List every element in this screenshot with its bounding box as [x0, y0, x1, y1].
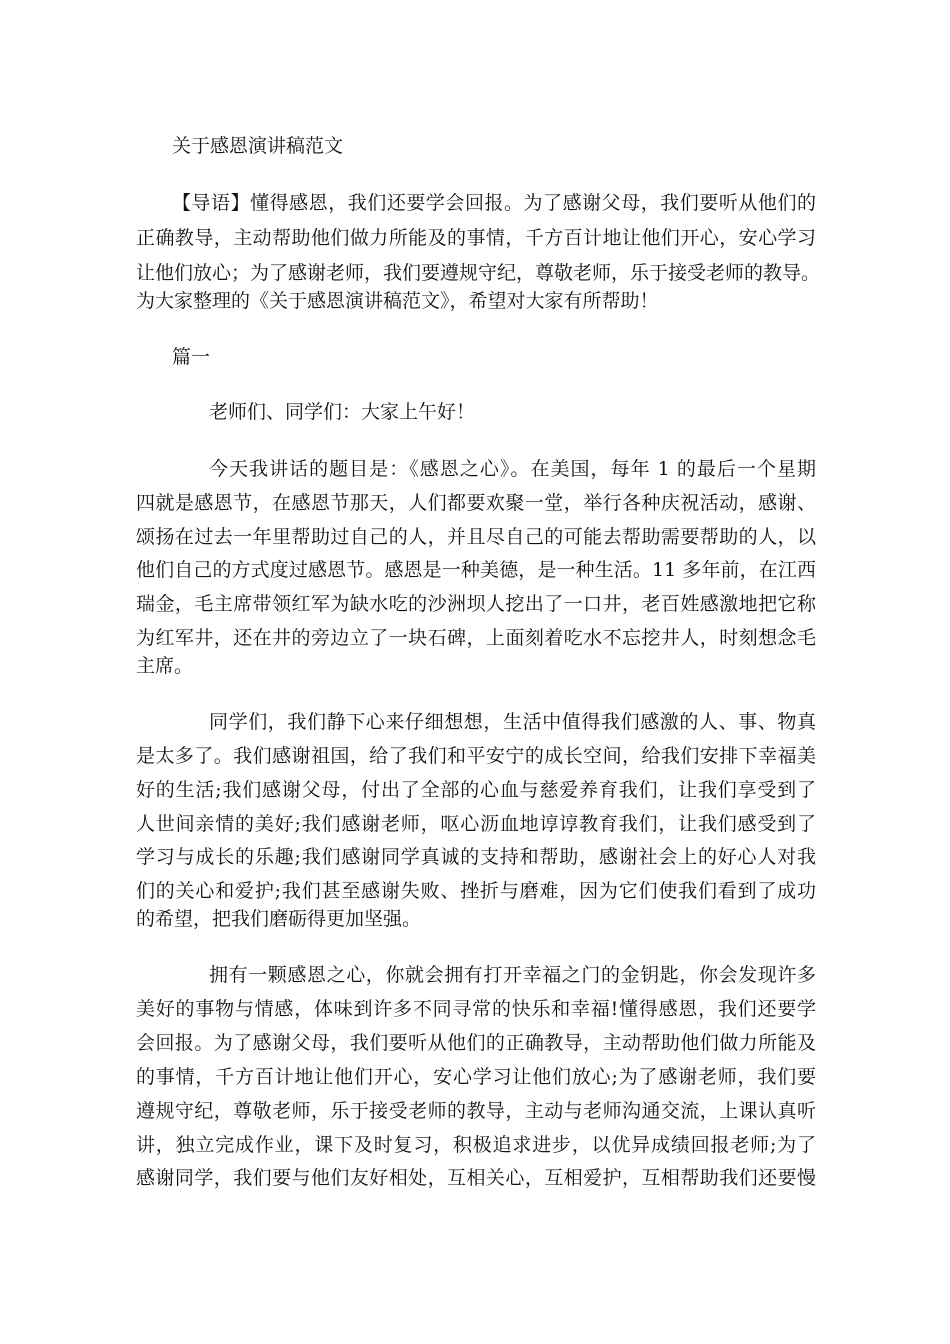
- paragraph-line: 美好的事物与情感，体味到许多不同寻常的快乐和幸福!懂得感恩，我们还要学: [136, 998, 816, 1020]
- greeting: 老师们、同学们：大家上午好！: [209, 401, 476, 423]
- paragraph-line: 为红军井，还在井的旁边立了一块石碑，上面刻着吃水不忘挖井人，时刻想念毛: [136, 627, 816, 649]
- paragraph-line: 遵规守纪，尊敬老师，乐于接受老师的教导，主动与老师沟通交流，上课认真听: [136, 1100, 816, 1122]
- paragraph-line: 拥有一颗感恩之心，你就会拥有打开幸福之门的金钥匙，你会发现许多: [209, 964, 816, 986]
- paragraph-line: 讲，独立完成作业，课下及时复习，积极追求进步，以优异成绩回报老师;为了: [136, 1134, 816, 1156]
- intro-line: 让他们放心；为了感谢老师，我们要遵规守纪，尊敬老师，乐于接受老师的教导。: [136, 262, 821, 284]
- paragraph-line: 人世间亲情的美好;我们感谢老师，呕心沥血地谆谆教育我们，让我们感受到了: [136, 813, 816, 835]
- paragraph-line: 他们自己的方式度过感恩节。感恩是一种美德，是一种生活。11 多年前，在江西: [136, 559, 816, 581]
- paragraph-line: 颂扬在过去一年里帮助过自己的人，并且尽自己的可能去帮助需要帮助的人，以: [136, 526, 816, 548]
- paragraph-line: 感谢同学，我们要与他们友好相处，互相关心，互相爱护，互相帮助我们还要慢: [136, 1167, 816, 1189]
- paragraph-line: 主席。: [136, 655, 194, 677]
- intro-line: 【导语】懂得感恩，我们还要学会回报。为了感谢父母，我们要听从他们的: [172, 192, 816, 214]
- intro-line: 正确教导，主动帮助他们做力所能及的事情，千方百计地让他们开心，安心学习: [136, 227, 816, 249]
- paragraph-line: 今天我讲话的题目是：《感恩之心》。在美国，每年 1 的最后一个星期: [209, 458, 816, 480]
- paragraph-line: 好的生活;我们感谢父母，付出了全部的心血与慈爱养育我们，让我们享受到了: [136, 779, 816, 801]
- paragraph-line: 们的关心和爱护;我们甚至感谢失败、挫折与磨难，因为它们使我们看到了成功: [136, 880, 816, 902]
- paragraph-line: 的希望，把我们磨砺得更加坚强。: [136, 908, 422, 930]
- section-title: 篇一: [172, 346, 211, 368]
- paragraph-line: 四就是感恩节，在感恩节那天，人们都要欢聚一堂，举行各种庆祝活动，感谢、: [136, 492, 816, 514]
- paragraph-line: 瑞金，毛主席带领红军为缺水吃的沙洲坝人挖出了一口井，老百姓感激地把它称: [136, 593, 816, 615]
- paragraph-line: 同学们，我们静下心来仔细想想，生活中值得我们感激的人、事、物真: [209, 711, 816, 733]
- paragraph-line: 是太多了。我们感谢祖国，给了我们和平安宁的成长空间，给我们安排下幸福美: [136, 745, 816, 767]
- intro-line: 为大家整理的《关于感恩演讲稿范文》，希望对大家有所帮助！: [136, 290, 659, 312]
- paragraph-line: 学习与成长的乐趣;我们感谢同学真诚的支持和帮助，感谢社会上的好心人对我: [136, 846, 816, 868]
- document-title: 关于感恩演讲稿范文: [172, 135, 344, 157]
- paragraph-line: 的事情，千方百计地让他们开心，安心学习让他们放心;为了感谢老师，我们要: [136, 1066, 816, 1088]
- paragraph-line: 会回报。为了感谢父母，我们要听从他们的正确教导，主动帮助他们做力所能及: [136, 1032, 816, 1054]
